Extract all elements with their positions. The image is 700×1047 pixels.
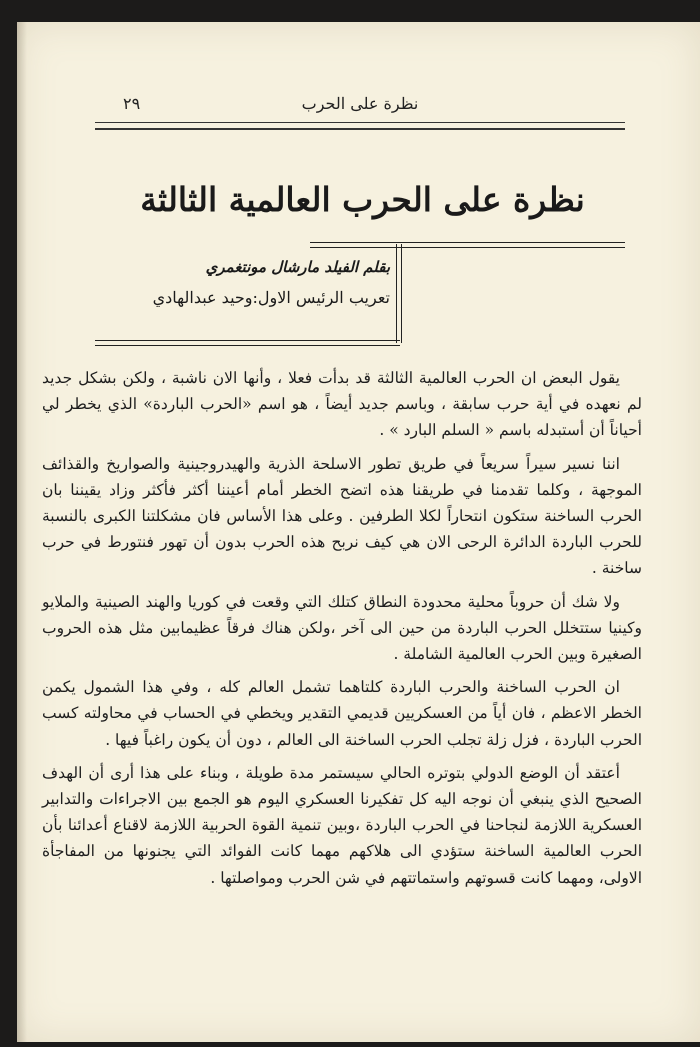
header-rule: [95, 122, 625, 130]
byline-frame-top: [310, 242, 625, 248]
paragraph-3: ولا شك أن حروباً محلية محدودة النطاق كتلك التي وقعت في كوريا والهند الصينية والملايو وكينيا ستتخلل الحرب الباردة من حين الى آخر ،ولكن هناك فرقاً عظيمابين مثل هذه الحروب الصغيرة وبين الحرب العالمية الشاملة .: [42, 592, 642, 664]
paragraph-1: يقول البعض ان الحرب العالمية الثالثة قد بدأت فعلا ، وأنها الان ناشبة ، ولكن بشكل جديد لم نعهده في أية حرب سابقة ، وباسم جديد أيضاً ، هو اسم «الحرب الباردة» الذي يخطر لي أحياناً أن أستبدله باسم « السلم البارد » .: [42, 369, 642, 440]
article-translator: تعريب الرئيس الاول:وحيد عبدالهادي: [152, 288, 390, 307]
paragraph-2: اننا نسير سيراً سريعاً في طريق تطور الاسلحة الذرية والهيدروجينية والصواريخ والقذائف الموجهة ، وكلما تقدمنا في طريقنا هذه اتضح الخطر أمام أعيننا أكثر فأكثر وزاد يقيننا بان الحرب الساخنة ستكون انتحاراً لكلا الطرفين . وعلى هذا الأساس فان مشكلتنا الكبرى بالنسبة للحرب الباردة الدائرة الرحى الان هي كيف نربح هذه الحرب بدون أن تهور فنتورط في حرب ساخنة .: [42, 454, 642, 578]
paragraph-4: ان الحرب الساخنة والحرب الباردة كلتاهما تشمل العالم كله ، وفي هذا الشمول يكمن الخطر الاعظم ، فان أياً من العسكريين قديمي التقدير ويخطي في الحساب في محاولته كسب الحرب الباردة ، فزل زلة تجلب الحرب الساخنة الى العالم ، دون أن يكون راغباً فيها .: [42, 678, 642, 749]
article-body: [42, 365, 642, 898]
page-gutter-shadow: [17, 22, 27, 1042]
byline-frame-bottom: [95, 340, 400, 346]
article-title: نظرة على الحرب العالمية الثالثة: [140, 180, 585, 219]
byline-frame-side: [396, 244, 402, 343]
page-header: [95, 92, 625, 116]
paragraph-5: أعتقد أن الوضع الدولي بتوتره الحالي سيستمر مدة طويلة ، وبناء على هذا أرى أن الهدف الصحيح الذي ينبغي أن نوجه اليه كل تفكيرنا العسكري اليوم هو الجمع بين الاجراءات والتدابير العسكرية اللازمة لنجاحنا في الحرب الباردة ،وبين تنمية القوة الحربية اللازمة لاقناع أعدائنا بأن الحرب العالمية الساخنة ستؤدي الى هلاكهم مهما كانت الفوائد التي يجنونها من المفاجأة الاولى، ومهما كانت قسوتهم واستماتتهم في شن الحرب ومواصلتها .: [42, 763, 642, 887]
page-number: ٢٩: [123, 94, 141, 113]
article-author: بقلم الفيلد مارشال مونتغمري: [205, 258, 390, 276]
running-title: نظرة على الحرب: [301, 94, 419, 113]
